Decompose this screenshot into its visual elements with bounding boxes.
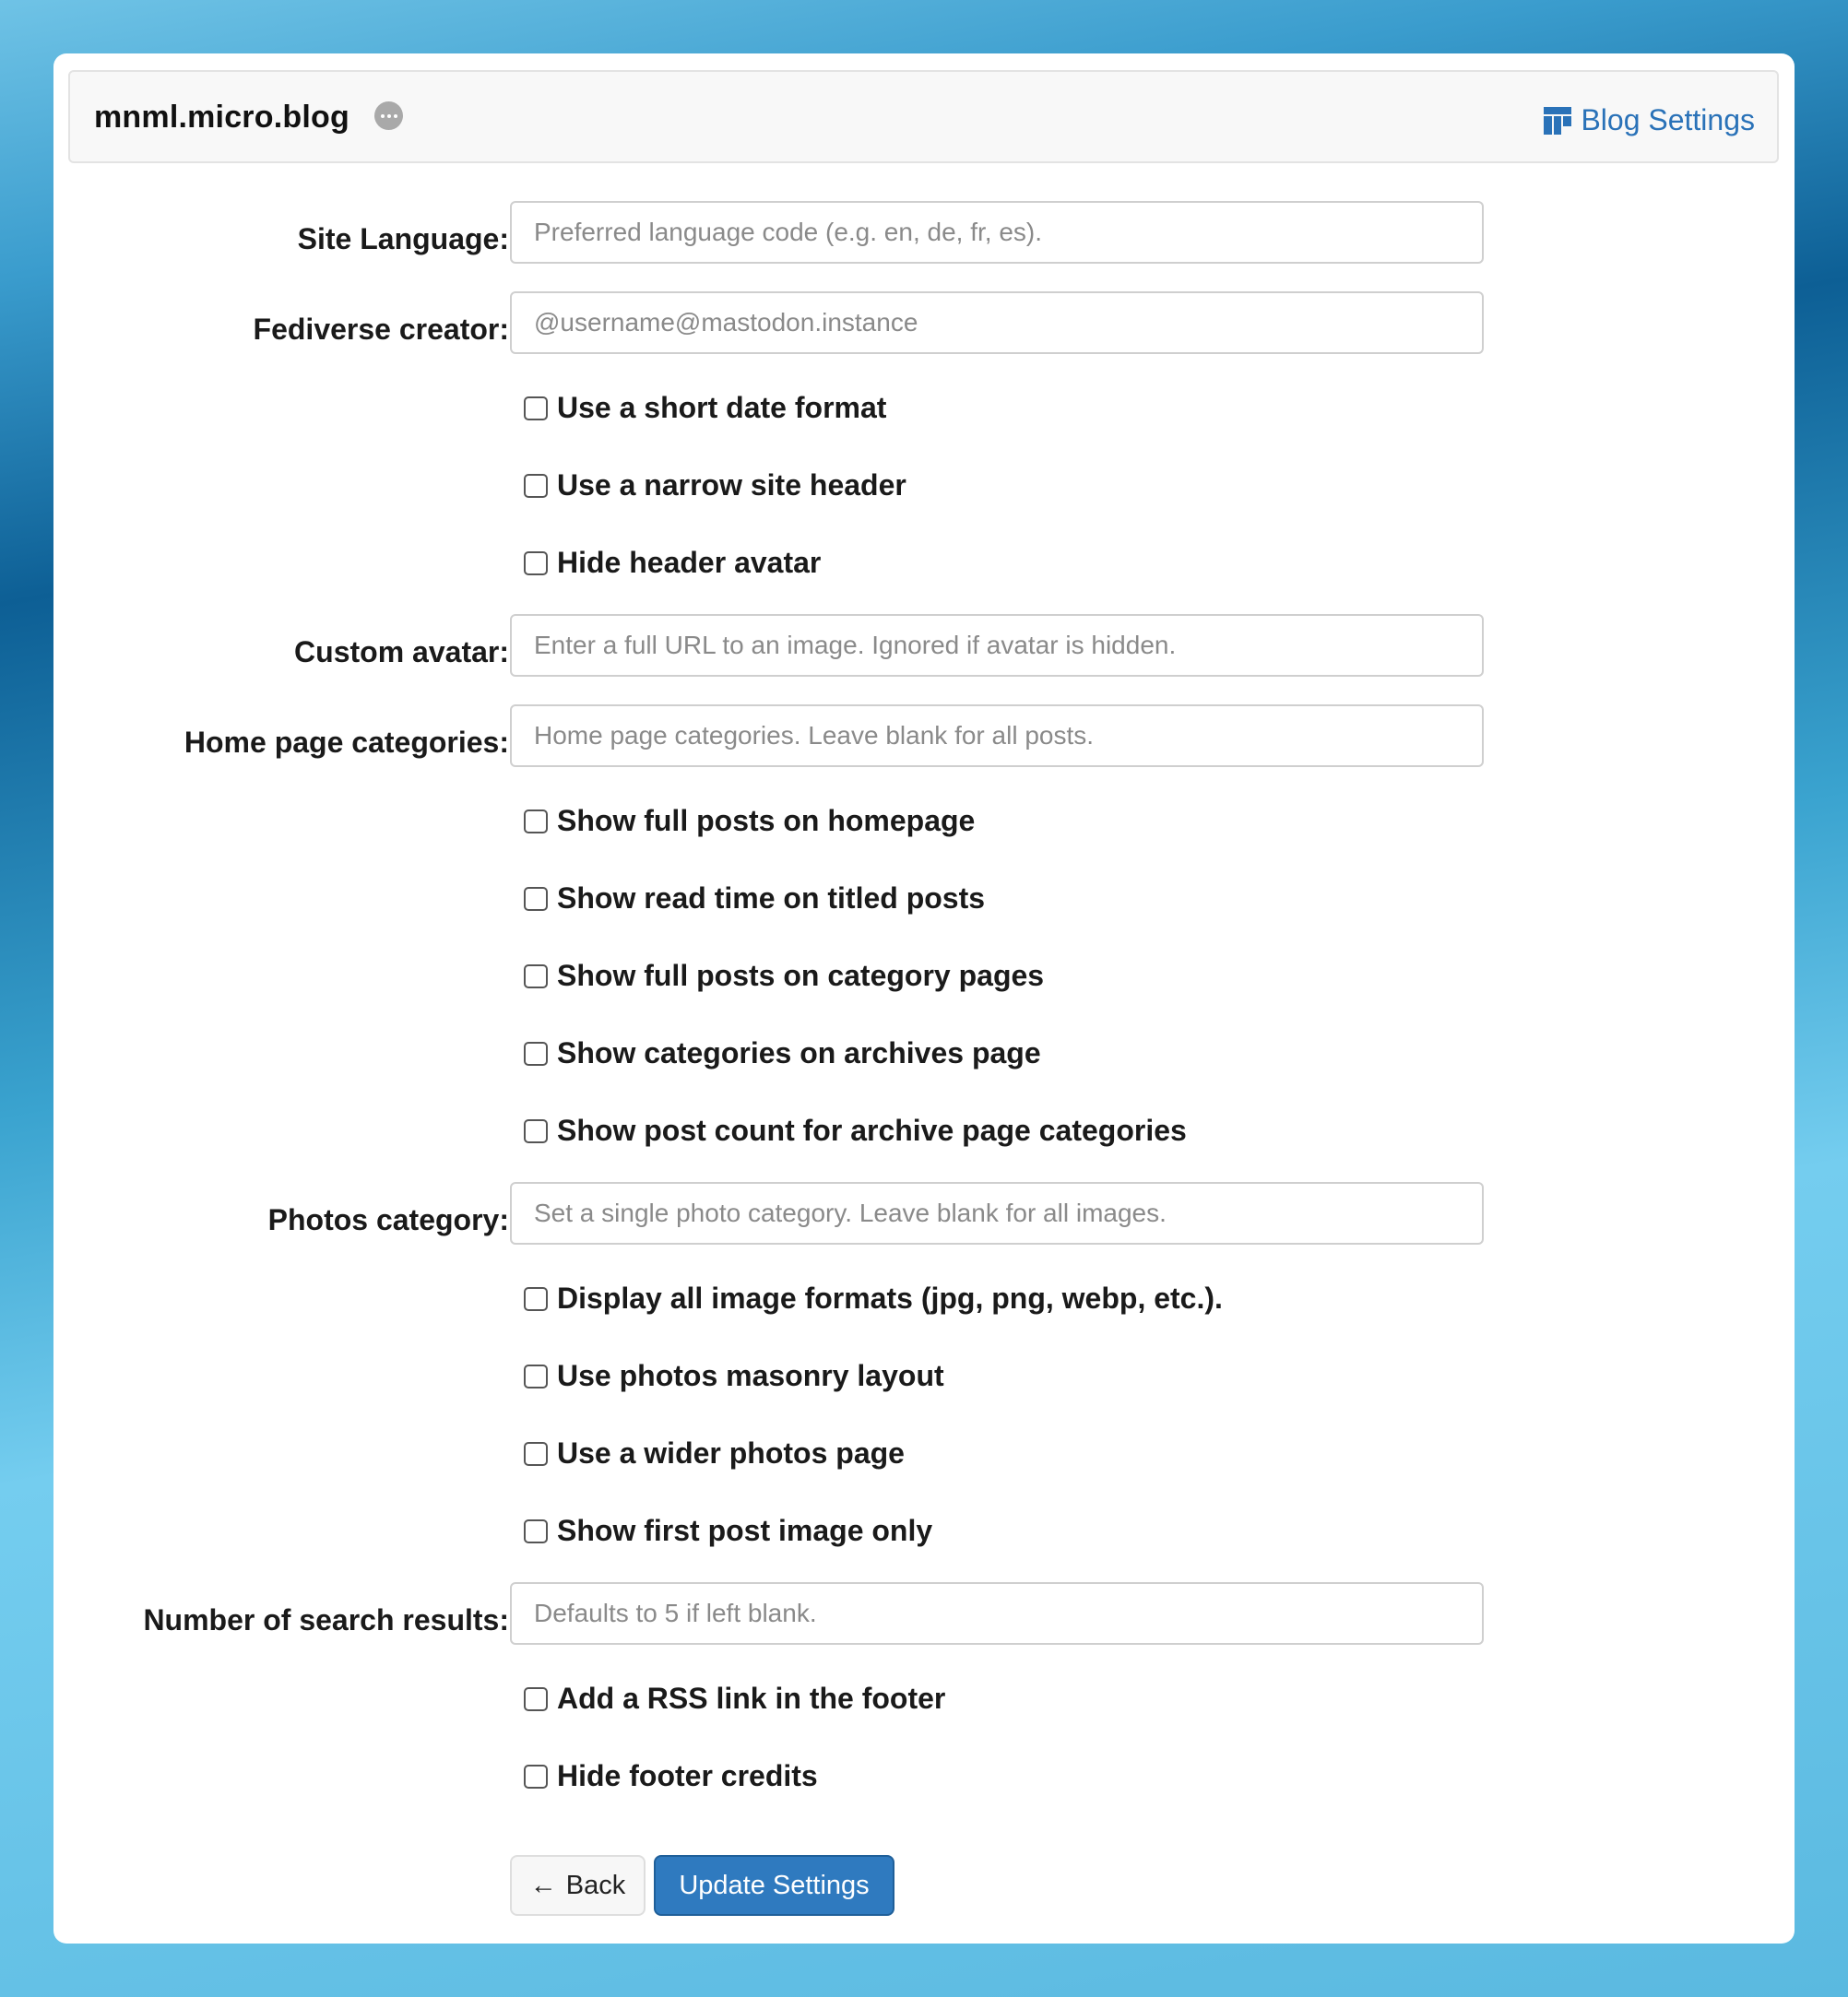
first-image-only-label: Show first post image only: [557, 1514, 933, 1547]
short-date-checkbox[interactable]: [524, 396, 548, 420]
read-time-label: Show read time on titled posts: [557, 881, 986, 915]
categories-archives-label: Show categories on archives page: [557, 1036, 1041, 1069]
full-posts-home-checkbox[interactable]: [524, 809, 548, 833]
search-results-input[interactable]: [510, 1582, 1484, 1645]
update-settings-button[interactable]: Update Settings: [654, 1855, 894, 1916]
read-time-checkbox[interactable]: [524, 887, 548, 911]
post-count-archive-option[interactable]: [524, 1114, 1187, 1148]
full-posts-category-option[interactable]: [524, 959, 1044, 993]
fediverse-creator-label: Fediverse creator:: [253, 313, 509, 346]
hide-avatar-checkbox[interactable]: [524, 551, 548, 575]
rss-footer-checkbox[interactable]: [524, 1687, 548, 1711]
all-image-formats-option[interactable]: [524, 1282, 1223, 1316]
custom-avatar-label: Custom avatar:: [294, 635, 509, 668]
full-posts-home-label: Show full posts on homepage: [557, 804, 976, 837]
top-navbar: [68, 70, 1779, 163]
short-date-option[interactable]: [524, 391, 886, 425]
masonry-label: Use photos masonry layout: [557, 1359, 944, 1392]
full-posts-category-label: Show full posts on category pages: [557, 959, 1045, 992]
short-date-label: Use a short date format: [557, 391, 887, 424]
all-image-formats-checkbox[interactable]: [524, 1287, 548, 1311]
first-image-only-option[interactable]: [524, 1514, 932, 1548]
categories-archives-option[interactable]: [524, 1036, 1041, 1070]
back-button[interactable]: [510, 1855, 646, 1916]
masonry-checkbox[interactable]: [524, 1365, 548, 1388]
full-posts-category-checkbox[interactable]: [524, 964, 548, 988]
home-categories-input[interactable]: [510, 704, 1484, 767]
wider-photos-option[interactable]: [524, 1436, 905, 1471]
narrow-header-checkbox[interactable]: [524, 474, 548, 498]
hide-avatar-option[interactable]: [524, 546, 821, 580]
narrow-header-label: Use a narrow site header: [557, 468, 906, 502]
hide-credits-option[interactable]: [524, 1759, 818, 1793]
all-image-formats-label: Display all image formats (jpg, png, webp, etc.).: [557, 1282, 1223, 1315]
hide-credits-checkbox[interactable]: [524, 1765, 548, 1789]
ellipsis-icon[interactable]: [374, 101, 403, 130]
wider-photos-label: Use a wider photos page: [557, 1436, 905, 1470]
site-brand[interactable]: mnml.micro.blog: [94, 100, 349, 135]
rss-footer-label: Add a RSS link in the footer: [557, 1682, 946, 1715]
hide-credits-label: Hide footer credits: [557, 1759, 818, 1792]
layout-icon: [1544, 107, 1571, 135]
post-count-archive-label: Show post count for archive page categories: [557, 1114, 1187, 1147]
hide-avatar-label: Hide header avatar: [557, 546, 822, 579]
site-language-input[interactable]: [510, 201, 1484, 264]
narrow-header-option[interactable]: [524, 468, 906, 502]
custom-avatar-input[interactable]: [510, 614, 1484, 677]
wider-photos-checkbox[interactable]: [524, 1442, 548, 1466]
masonry-option[interactable]: [524, 1359, 944, 1393]
first-image-only-checkbox[interactable]: [524, 1519, 548, 1543]
blog-settings-label: Blog Settings: [1581, 103, 1755, 136]
post-count-archive-checkbox[interactable]: [524, 1119, 548, 1143]
settings-card: [53, 53, 1795, 1944]
full-posts-home-option[interactable]: [524, 804, 975, 838]
photos-category-label: Photos category:: [267, 1203, 509, 1236]
blog-settings-link[interactable]: [1544, 103, 1755, 137]
back-button-label: Back: [565, 1870, 626, 1900]
categories-archives-checkbox[interactable]: [524, 1042, 548, 1066]
fediverse-creator-input[interactable]: [510, 291, 1484, 354]
rss-footer-option[interactable]: [524, 1682, 945, 1716]
search-results-label: Number of search results:: [143, 1603, 509, 1637]
arrow-left-icon: ←: [529, 1870, 557, 1900]
read-time-option[interactable]: [524, 881, 985, 916]
site-language-label: Site Language:: [297, 222, 509, 255]
home-categories-label: Home page categories:: [184, 726, 509, 759]
photos-category-input[interactable]: [510, 1182, 1484, 1245]
